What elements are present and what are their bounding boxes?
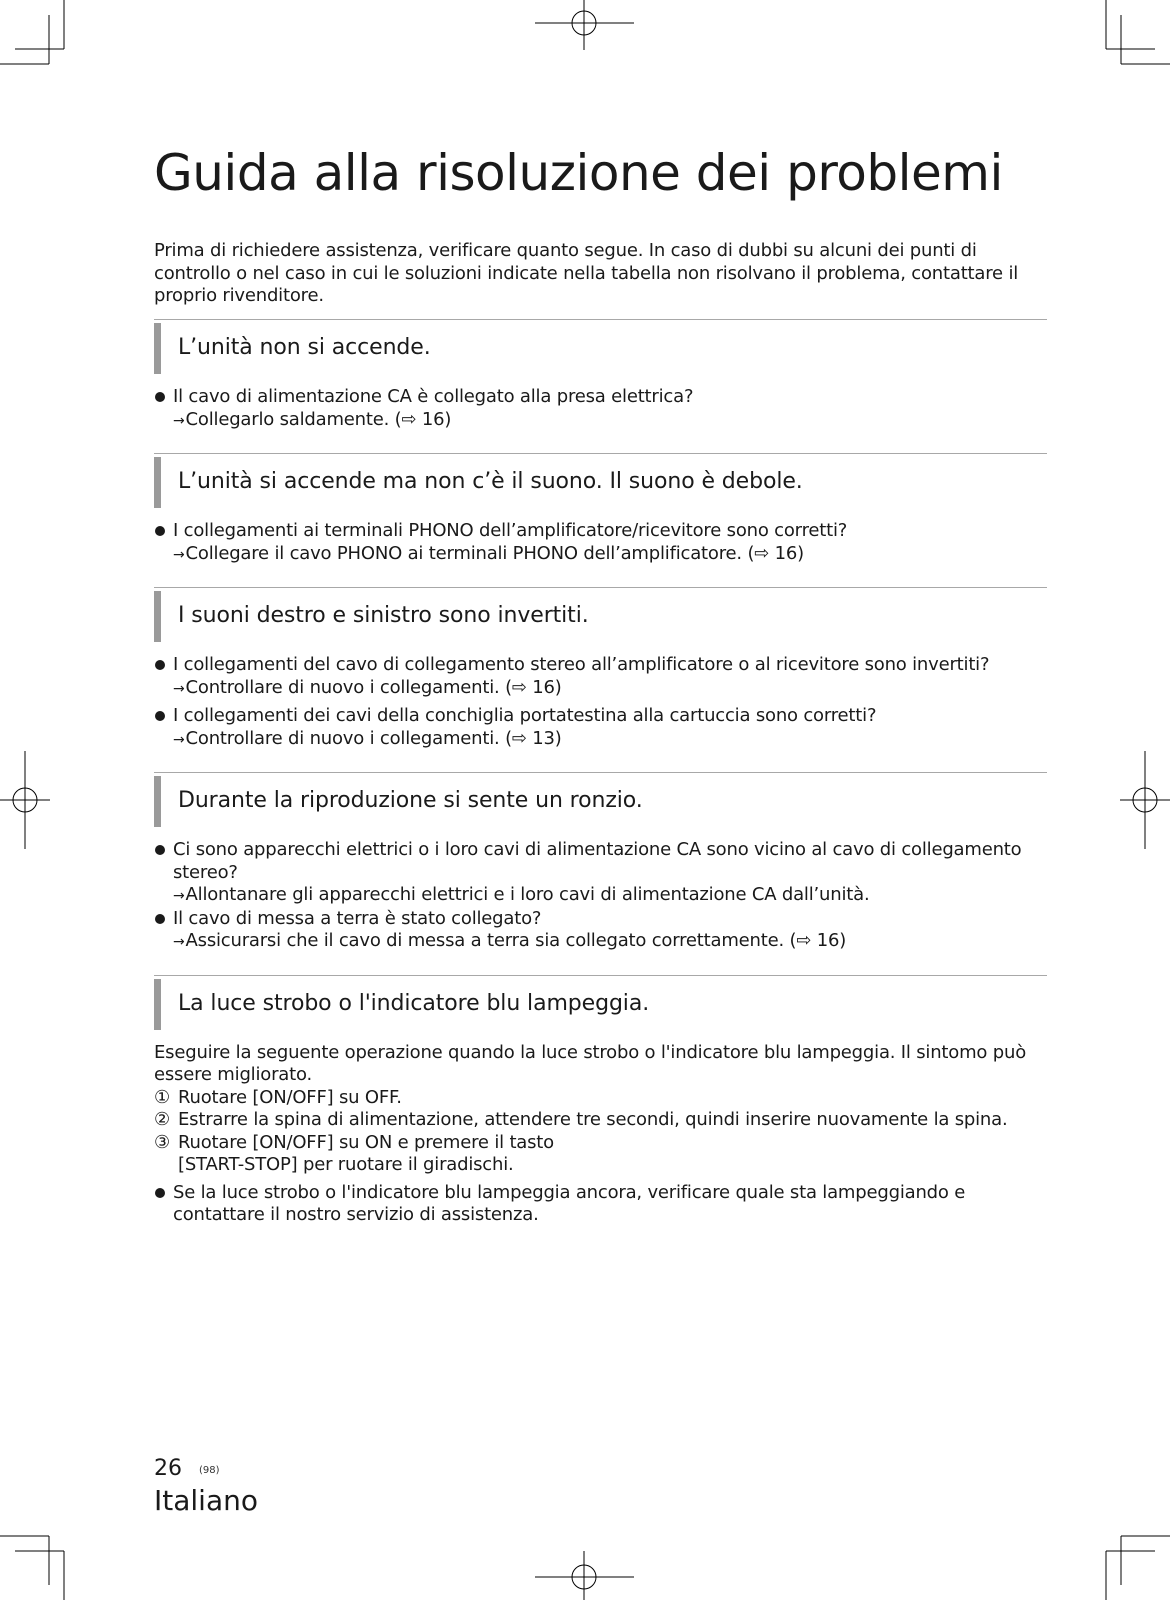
- check-answer: [154, 409, 1047, 433]
- right-arrow-icon: →: [173, 412, 185, 429]
- step-item: [154, 1087, 1047, 1110]
- section-no-power: [154, 319, 1047, 453]
- check-question: I collegamenti ai terminali PHONO dell’amplificatore/ricevitore sono corretti?: [154, 520, 1047, 543]
- step-number: ②: [154, 1109, 170, 1130]
- page-sub-number: (98): [199, 1465, 220, 1476]
- note-item: Se la luce strobo o l'indicatore blu lampeggia ancora, verificare quale sta lampeggiando e contattare il nostro servizio di assistenza.: [154, 1182, 1047, 1227]
- check-answer: [154, 930, 1047, 954]
- section-channels-reversed: [154, 587, 1047, 772]
- page-title: Guida alla risoluzione dei problemi: [154, 144, 1003, 202]
- check-question: Ci sono apparecchi elettrici o i loro cavi di alimentazione CA sono vicino al cavo di collegamento stereo?: [154, 839, 1047, 884]
- answer-text: Controllare di nuovo i collegamenti. (⇨ 13): [185, 727, 562, 749]
- section-items: [154, 827, 1047, 975]
- section-heading: Durante la riproduzione si sente un ronzio.: [154, 772, 1047, 827]
- check-question: I collegamenti del cavo di collegamento stereo all’amplificatore o al ricevitore sono invertiti?: [154, 654, 1047, 677]
- troubleshooting-sections: [154, 319, 1047, 1248]
- answer-text: Collegarlo saldamente. (⇨ 16): [185, 408, 452, 430]
- section-heading: L’unità non si accende.: [154, 319, 1047, 374]
- intro-text: Prima di richiedere assistenza, verificare quanto segue. In caso di dubbi su alcuni dei punti di controllo o nel caso in cui le soluzioni indicate nella tabella non risolvano il problema, contattare il proprio rivenditore.: [154, 240, 1019, 306]
- check-answer: [154, 884, 1047, 908]
- section-items: [154, 508, 1047, 587]
- check-question: Il cavo di alimentazione CA è collegato alla presa elettrica?: [154, 386, 1047, 409]
- right-arrow-icon: →: [173, 731, 185, 748]
- step-text: Estrarre la spina di alimentazione, attendere tre secondi, quindi inserire nuovamente la spina.: [178, 1109, 1008, 1130]
- section-paragraph: Eseguire la seguente operazione quando la luce strobo o l'indicatore blu lampeggia. Il sintomo può essere migliorato.: [154, 1041, 1027, 1085]
- right-arrow-icon: →: [173, 546, 185, 563]
- check-question: I collegamenti dei cavi della conchiglia portatestina alla cartuccia sono corretti?: [154, 705, 1047, 728]
- check-answer: [154, 677, 1047, 701]
- section-heading: I suoni destro e sinistro sono invertiti.: [154, 587, 1047, 642]
- answer-text: Allontanare gli apparecchi elettrici e i loro cavi di alimentazione CA dall’unità.: [185, 884, 870, 905]
- section-no-sound: [154, 453, 1047, 587]
- right-arrow-icon: →: [173, 680, 185, 697]
- answer-text: Controllare di nuovo i collegamenti. (⇨ 16): [185, 676, 562, 698]
- section-items: [154, 374, 1047, 453]
- language-label: Italiano: [154, 1484, 258, 1517]
- step-item: [154, 1132, 1047, 1177]
- check-question: Il cavo di messa a terra è stato collegato?: [154, 908, 1047, 931]
- step-item: [154, 1109, 1047, 1132]
- answer-text: Collegare il cavo PHONO ai terminali PHONO dell’amplificatore. (⇨ 16): [185, 542, 804, 564]
- step-text: [START-STOP] per ruotare il giradischi.: [178, 1154, 514, 1175]
- step-text: Ruotare [ON/OFF] su OFF.: [178, 1086, 402, 1108]
- section-hum-noise: [154, 772, 1047, 975]
- check-answer: [154, 543, 1047, 567]
- right-arrow-icon: →: [173, 888, 185, 904]
- step-text: Ruotare [ON/OFF] su ON e premere il tasto: [178, 1131, 554, 1153]
- section-indicator-blinking: [154, 975, 1047, 1248]
- section-heading: La luce strobo o l'indicatore blu lampeggia.: [154, 975, 1047, 1030]
- step-number: ①: [154, 1086, 170, 1108]
- check-answer: [154, 728, 1047, 752]
- page-number: 26: [154, 1456, 182, 1481]
- section-items: [154, 642, 1047, 772]
- step-number: ③: [154, 1131, 170, 1153]
- section-items: [154, 1030, 1047, 1248]
- right-arrow-icon: →: [173, 934, 185, 950]
- answer-text: Assicurarsi che il cavo di messa a terra sia collegato correttamente. (⇨ 16): [185, 930, 847, 951]
- section-heading: L’unità si accende ma non c’è il suono. Il suono è debole.: [154, 453, 1047, 508]
